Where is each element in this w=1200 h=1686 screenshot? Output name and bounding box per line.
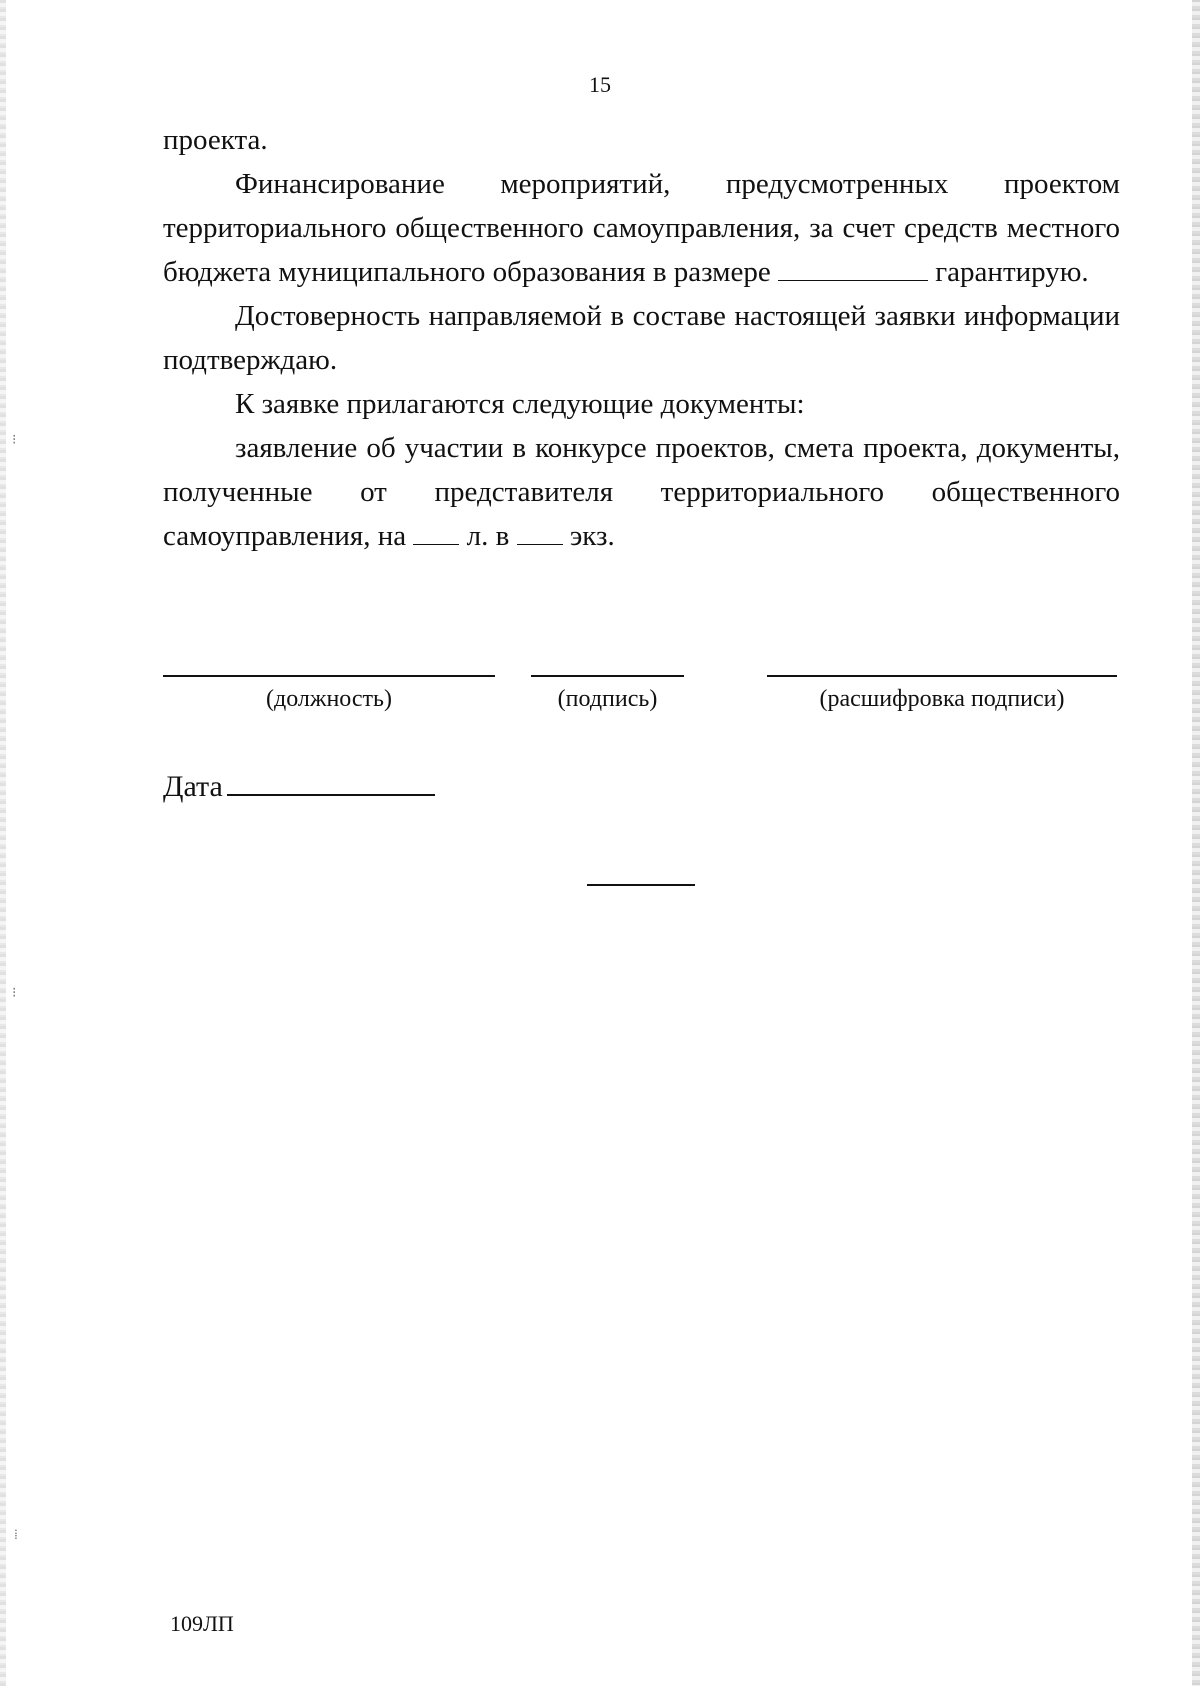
margin-mark-1: ⁝: [12, 433, 17, 448]
copies-blank: [517, 520, 563, 545]
position-line: [163, 675, 495, 677]
attachments-text-mid: л. в: [459, 520, 517, 552]
sheets-blank: [413, 520, 459, 545]
paragraph-financing: [163, 162, 1120, 294]
date-line: [227, 766, 435, 796]
signature-label: (подпись): [557, 686, 658, 712]
date-label: Дата: [163, 770, 223, 803]
document-code: 109ЛП: [170, 1611, 234, 1636]
date-row: [163, 766, 435, 804]
margin-mark-3: ⁞: [14, 1528, 18, 1543]
decoding-label: (расшифровка подписи): [819, 686, 1065, 712]
financing-text-end: гарантирую.: [928, 256, 1089, 288]
page-number: 15: [589, 72, 611, 97]
scan-edge-right: [1192, 0, 1200, 1686]
body-text: [163, 118, 1120, 558]
margin-mark-2: ⁝: [12, 986, 17, 1001]
signature-line: [531, 675, 684, 677]
decoding-line: [767, 675, 1117, 677]
paragraph-attachments-list: [163, 426, 1120, 558]
financing-text: Финансирование мероприятий, предусмотренных проектом территориального общественного самоуправления, за счет средств местного бюджета муниципального образования в размере: [163, 168, 1120, 288]
end-of-document-line: [587, 884, 695, 886]
amount-blank: [778, 256, 928, 281]
attachments-text: заявление об участии в конкурсе проектов, смета проекта, документы, полученные от представителя территориального общественного самоуправления, на: [163, 432, 1120, 552]
paragraph-continuation: проекта.: [163, 124, 268, 156]
paragraph-attachments-intro: К заявке прилагаются следующие документы:: [235, 388, 805, 420]
attachments-text-end: экз.: [562, 520, 615, 552]
position-label: (должность): [266, 686, 392, 712]
scan-edge-left: [0, 0, 6, 1686]
paragraph-reliability: Достоверность направляемой в составе настоящей заявки информации подтверждаю.: [163, 300, 1120, 376]
